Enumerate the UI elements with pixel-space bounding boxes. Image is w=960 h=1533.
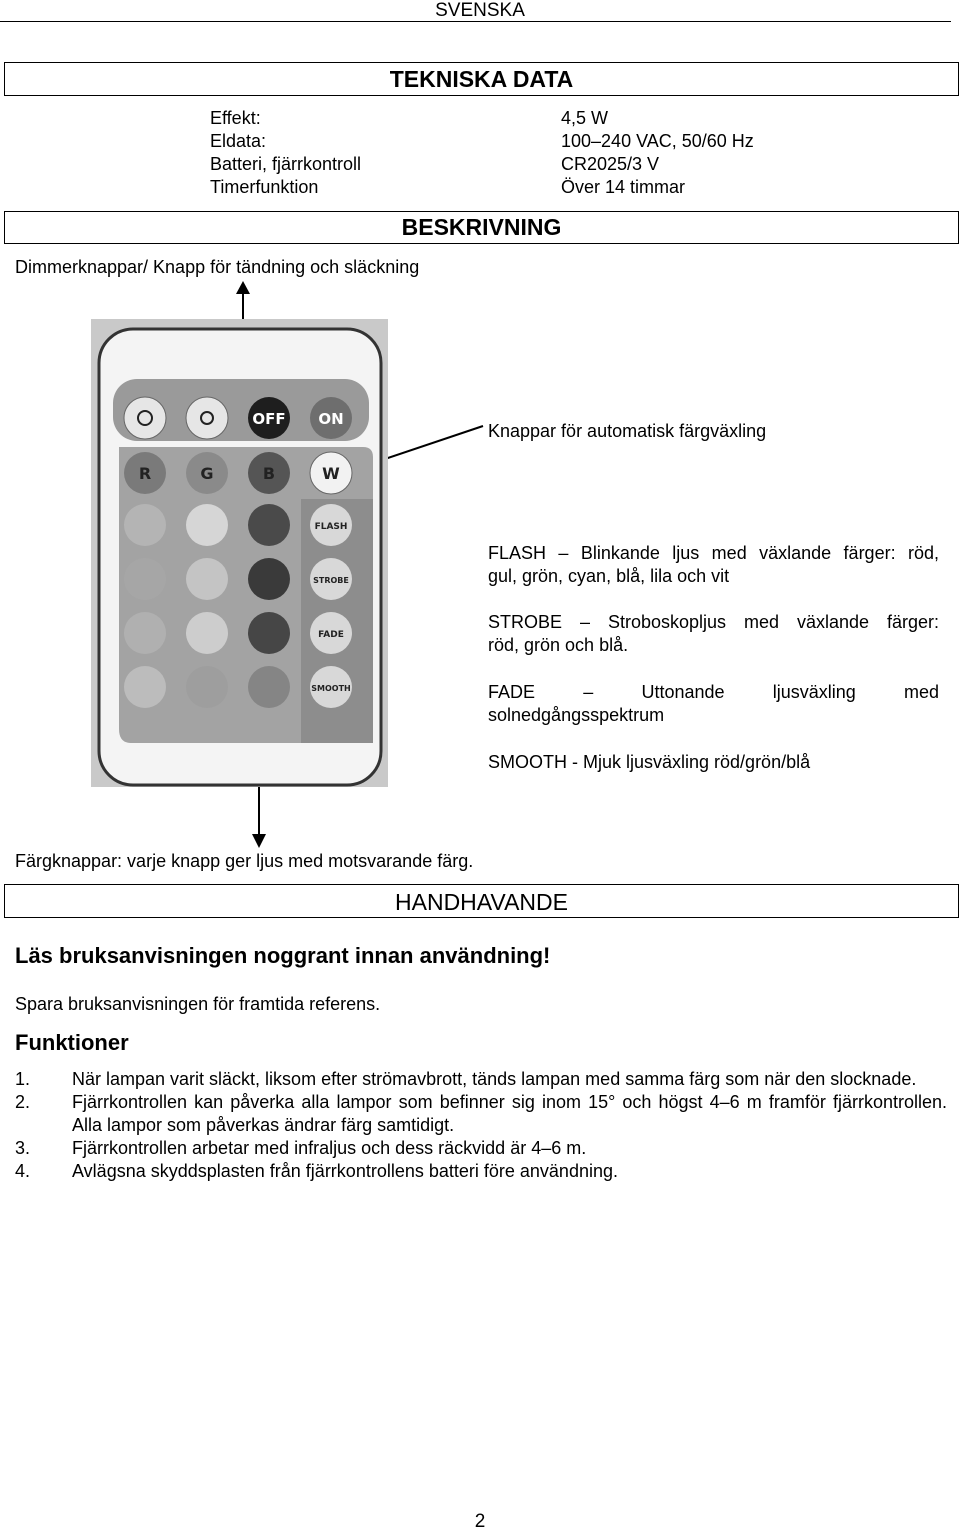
g-label: G xyxy=(200,464,214,483)
description-title: BESKRIVNING xyxy=(4,211,959,244)
off-label: OFF xyxy=(252,410,286,428)
function-text: Fjärrkontrollen arbetar med infraljus och dess räckvidd är 4–6 m. xyxy=(72,1138,587,1158)
color-button-1-2 xyxy=(186,504,228,546)
color-arrow-head xyxy=(252,834,266,848)
specs-title: TEKNISKA DATA xyxy=(4,62,959,96)
function-text: När lampan varit släckt, liksom efter strömavbrott, tänds lampan med samma färg som när den slocknade. xyxy=(72,1069,917,1089)
strobe-desc-line1: STROBE – Stroboskopljus med växlande färger: xyxy=(488,612,939,632)
function-text: Avlägsna skyddsplasten från fjärrkontrollens batteri före användning. xyxy=(72,1161,618,1181)
spec-label-timer: Timerfunktion xyxy=(210,177,319,197)
function-item xyxy=(15,1068,947,1091)
spec-value-timer: Över 14 timmar xyxy=(561,177,686,197)
smooth-label: SMOOTH xyxy=(311,684,351,693)
function-number: 3. xyxy=(15,1138,31,1158)
color-button-3-3 xyxy=(248,612,290,654)
fade-desc-line2: solnedgångsspektrum xyxy=(488,705,665,725)
spec-label-battery: Batteri, fjärrkontroll xyxy=(210,154,362,174)
r-label: R xyxy=(138,464,152,483)
function-text: Fjärrkontrollen kan påverka alla lampor som befinner sig inom 15° och högst 4–6 m framför fjärrkontrollen. Alla lampor som påverkas ändrar färg samtidigt. xyxy=(72,1092,947,1135)
spec-value-power: 4,5 W xyxy=(561,108,609,128)
operation-title: HANDHAVANDE xyxy=(4,884,959,918)
dimmer-up-button xyxy=(124,397,166,439)
dimmer-label: Dimmerknappar/ Knapp för tändning och släckning xyxy=(15,257,420,277)
flash-desc-line2: gul, grön, cyan, blå, lila och vit xyxy=(488,566,730,586)
on-label: ON xyxy=(318,410,344,428)
functions-list xyxy=(15,1068,947,1183)
dimmer-down-button xyxy=(186,397,228,439)
spec-value-battery: CR2025/3 V xyxy=(561,154,660,174)
color-button-1-1 xyxy=(124,504,166,546)
strobe-desc-line2: röd, grön och blå. xyxy=(488,635,629,655)
color-buttons-label: Färgknappar: varje knapp ger ljus med motsvarande färg. xyxy=(15,851,474,871)
spec-label-power: Effekt: xyxy=(210,108,261,128)
color-button-4-3 xyxy=(248,666,290,708)
color-button-2-1 xyxy=(124,558,166,600)
function-number: 4. xyxy=(15,1161,31,1181)
page-number: 2 xyxy=(474,1511,486,1532)
warning-heading: Läs bruksanvisningen noggrant innan användning! xyxy=(15,943,551,968)
function-number: 1. xyxy=(15,1069,31,1089)
flash-label: FLASH xyxy=(314,522,348,532)
spec-label-electric: Eldata: xyxy=(210,131,267,151)
function-item xyxy=(15,1137,947,1160)
color-button-4-1 xyxy=(124,666,166,708)
dimmer-arrow-head xyxy=(236,281,250,294)
function-item xyxy=(15,1091,947,1137)
spec-value-electric: 100–240 VAC, 50/60 Hz xyxy=(561,131,754,151)
color-button-2-2 xyxy=(186,558,228,600)
keep-manual-text: Spara bruksanvisningen för framtida referens. xyxy=(15,994,381,1014)
color-button-2-3 xyxy=(248,558,290,600)
flash-desc-line1: FLASH – Blinkande ljus med växlande färger: röd, xyxy=(488,543,939,563)
function-item xyxy=(15,1160,947,1183)
color-button-3-2 xyxy=(186,612,228,654)
w-label: W xyxy=(322,464,340,483)
color-button-1-3 xyxy=(248,504,290,546)
function-number: 2. xyxy=(15,1092,31,1112)
b-label: B xyxy=(262,464,276,483)
remote-control-image xyxy=(91,319,388,787)
color-button-4-2 xyxy=(186,666,228,708)
functions-heading: Funktioner xyxy=(15,1030,129,1055)
language-header: SVENSKA xyxy=(435,0,525,21)
color-button-3-1 xyxy=(124,612,166,654)
strobe-label: STROBE xyxy=(313,576,349,585)
fade-label: FADE xyxy=(318,630,344,640)
smooth-desc: SMOOTH - Mjuk ljusväxling röd/grön/blå xyxy=(488,752,811,772)
auto-color-label: Knappar för automatisk färgväxling xyxy=(488,421,767,441)
fade-desc-line1: FADE – Uttonande ljusväxling med xyxy=(488,682,939,702)
